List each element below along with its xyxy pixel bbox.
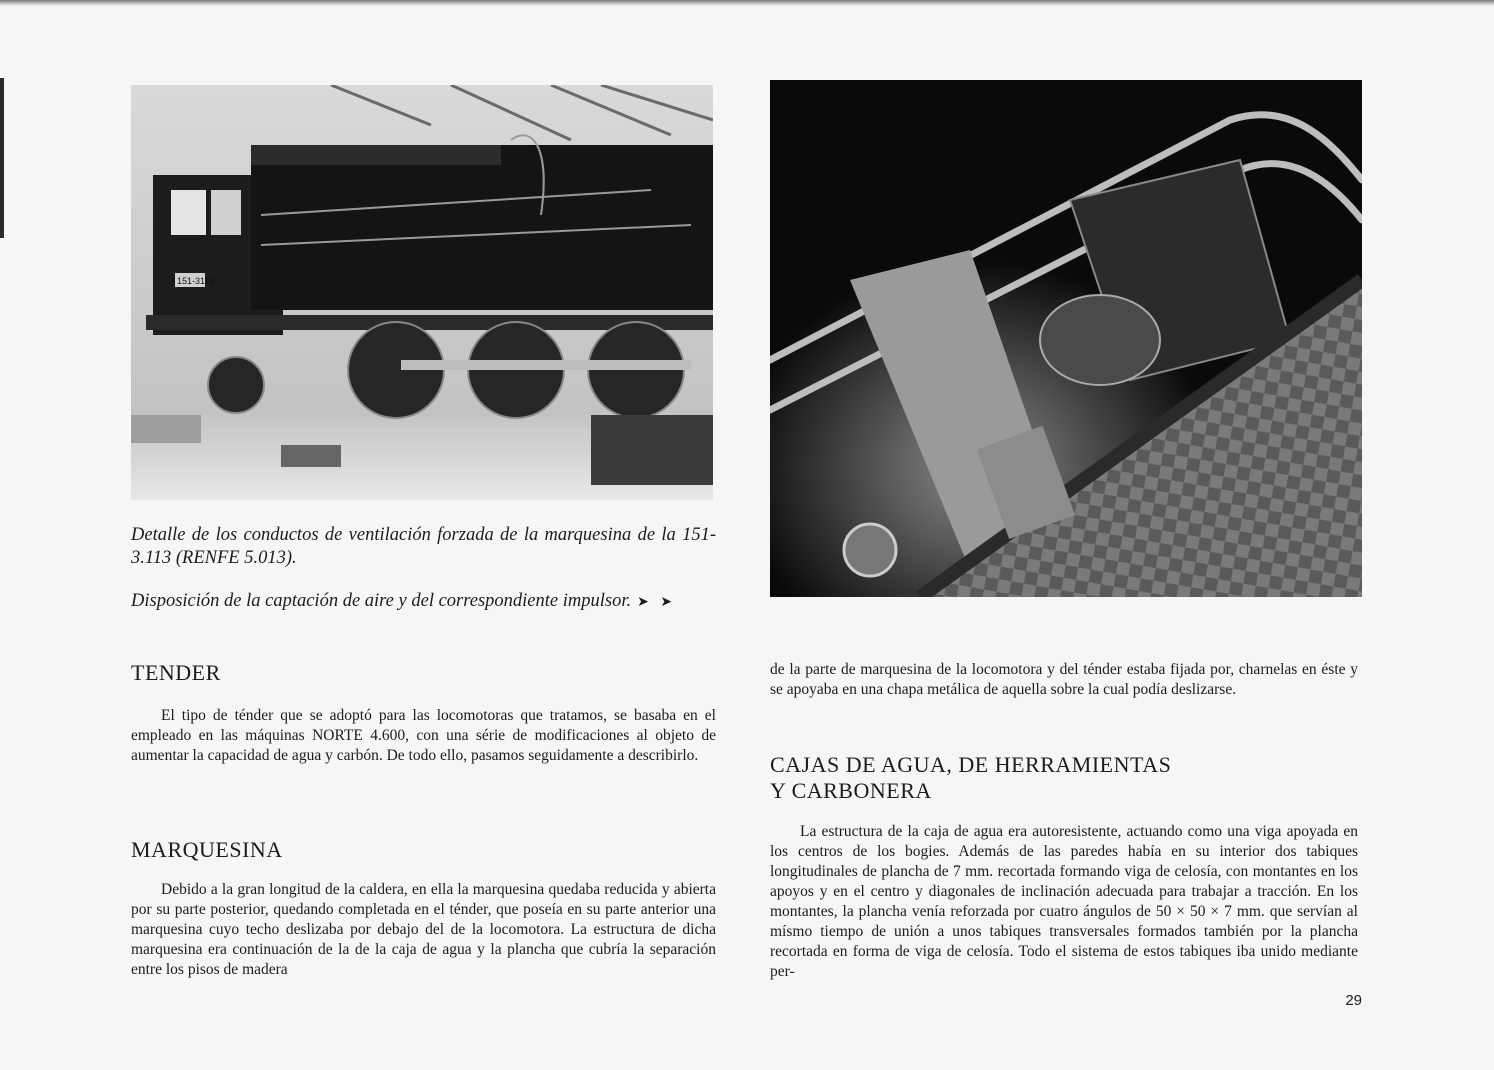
page-number: 29 [1345,992,1362,1009]
paragraph-marquesina: Debido a la gran longitud de la caldera, en ella la marquesina quedaba reducida y abierta por su parte posterior, quedando completada en el ténder, que poseía en su parte anterior una marquesina cuyo techo deslizaba por debajo del de la locomotora. La estructura de dicha marquesina era continuación de la de la caja de agua y la plancha que cubría la separación entre los pisos de madera [131,881,716,978]
section-heading-cajas [770,752,1290,804]
paragraph-cajas: La estructura de la caja de agua era autoresistente, actuando como una viga apoyada en los centros de los bogies. Además de las paredes había en su interior dos tabiques longitudinales de plancha de 7 mm. recortada formando viga de celosía, con montantes en los apoyos y en el centro y diagonales de inclinación adecuada para trabajar a tracción. En los montantes, la plancha venía reforzada por cuatro ángulos de 50 × 50 × 7 mm. que servían al mísmo tiempo de unión a unos tabiques transversales formados también por la plancha recortada en forma de viga de celosía. Todo el sistema de estos tabiques iba unido mediante per- [770,823,1358,980]
heading-line-2: Y CARBONERA [770,778,932,803]
section-heading-tender: TENDER [131,660,221,685]
locomotive-photo-image [131,85,713,500]
air-intake-photo [770,80,1362,597]
photo-caption-locomotive: Detalle de los conductos de ventilación forzada de la marquesina de la 151-3.113 (RENFE 5.013). [131,525,716,568]
arrow-right-icon: ➤ ➤ [637,595,677,610]
locomotive-photo [131,85,713,500]
paragraph-tender: El tipo de ténder que se adoptó para las locomotoras que tratamos, se basaba en el empleado en las máquinas NORTE 4.600, con una série de modificaciones al objeto de aumentar la capacidad de agua y carbón. De todo ello, pasamos seguidamente a describirlo. [131,707,716,764]
page-top-edge [0,0,1494,6]
heading-line-1: CAJAS DE AGUA, DE HERRAMIENTAS [770,752,1172,777]
page-binding-shadow [0,78,4,238]
photo-caption-air-intake [131,590,716,614]
caption-text: Disposición de la captación de aire y del correspondiente impulsor. [131,591,632,611]
number-plate-text: 151-3113 [177,276,215,286]
paragraph-marquesina-continued: de la parte de marquesina de la locomotora y del ténder estaba fijada por, charnelas en éste y se apoyaba en una chapa metálica de aquella sobre la cual podía deslizarse. [770,661,1358,698]
air-intake-photo-image [770,80,1362,597]
section-heading-marquesina: MARQUESINA [131,837,283,862]
